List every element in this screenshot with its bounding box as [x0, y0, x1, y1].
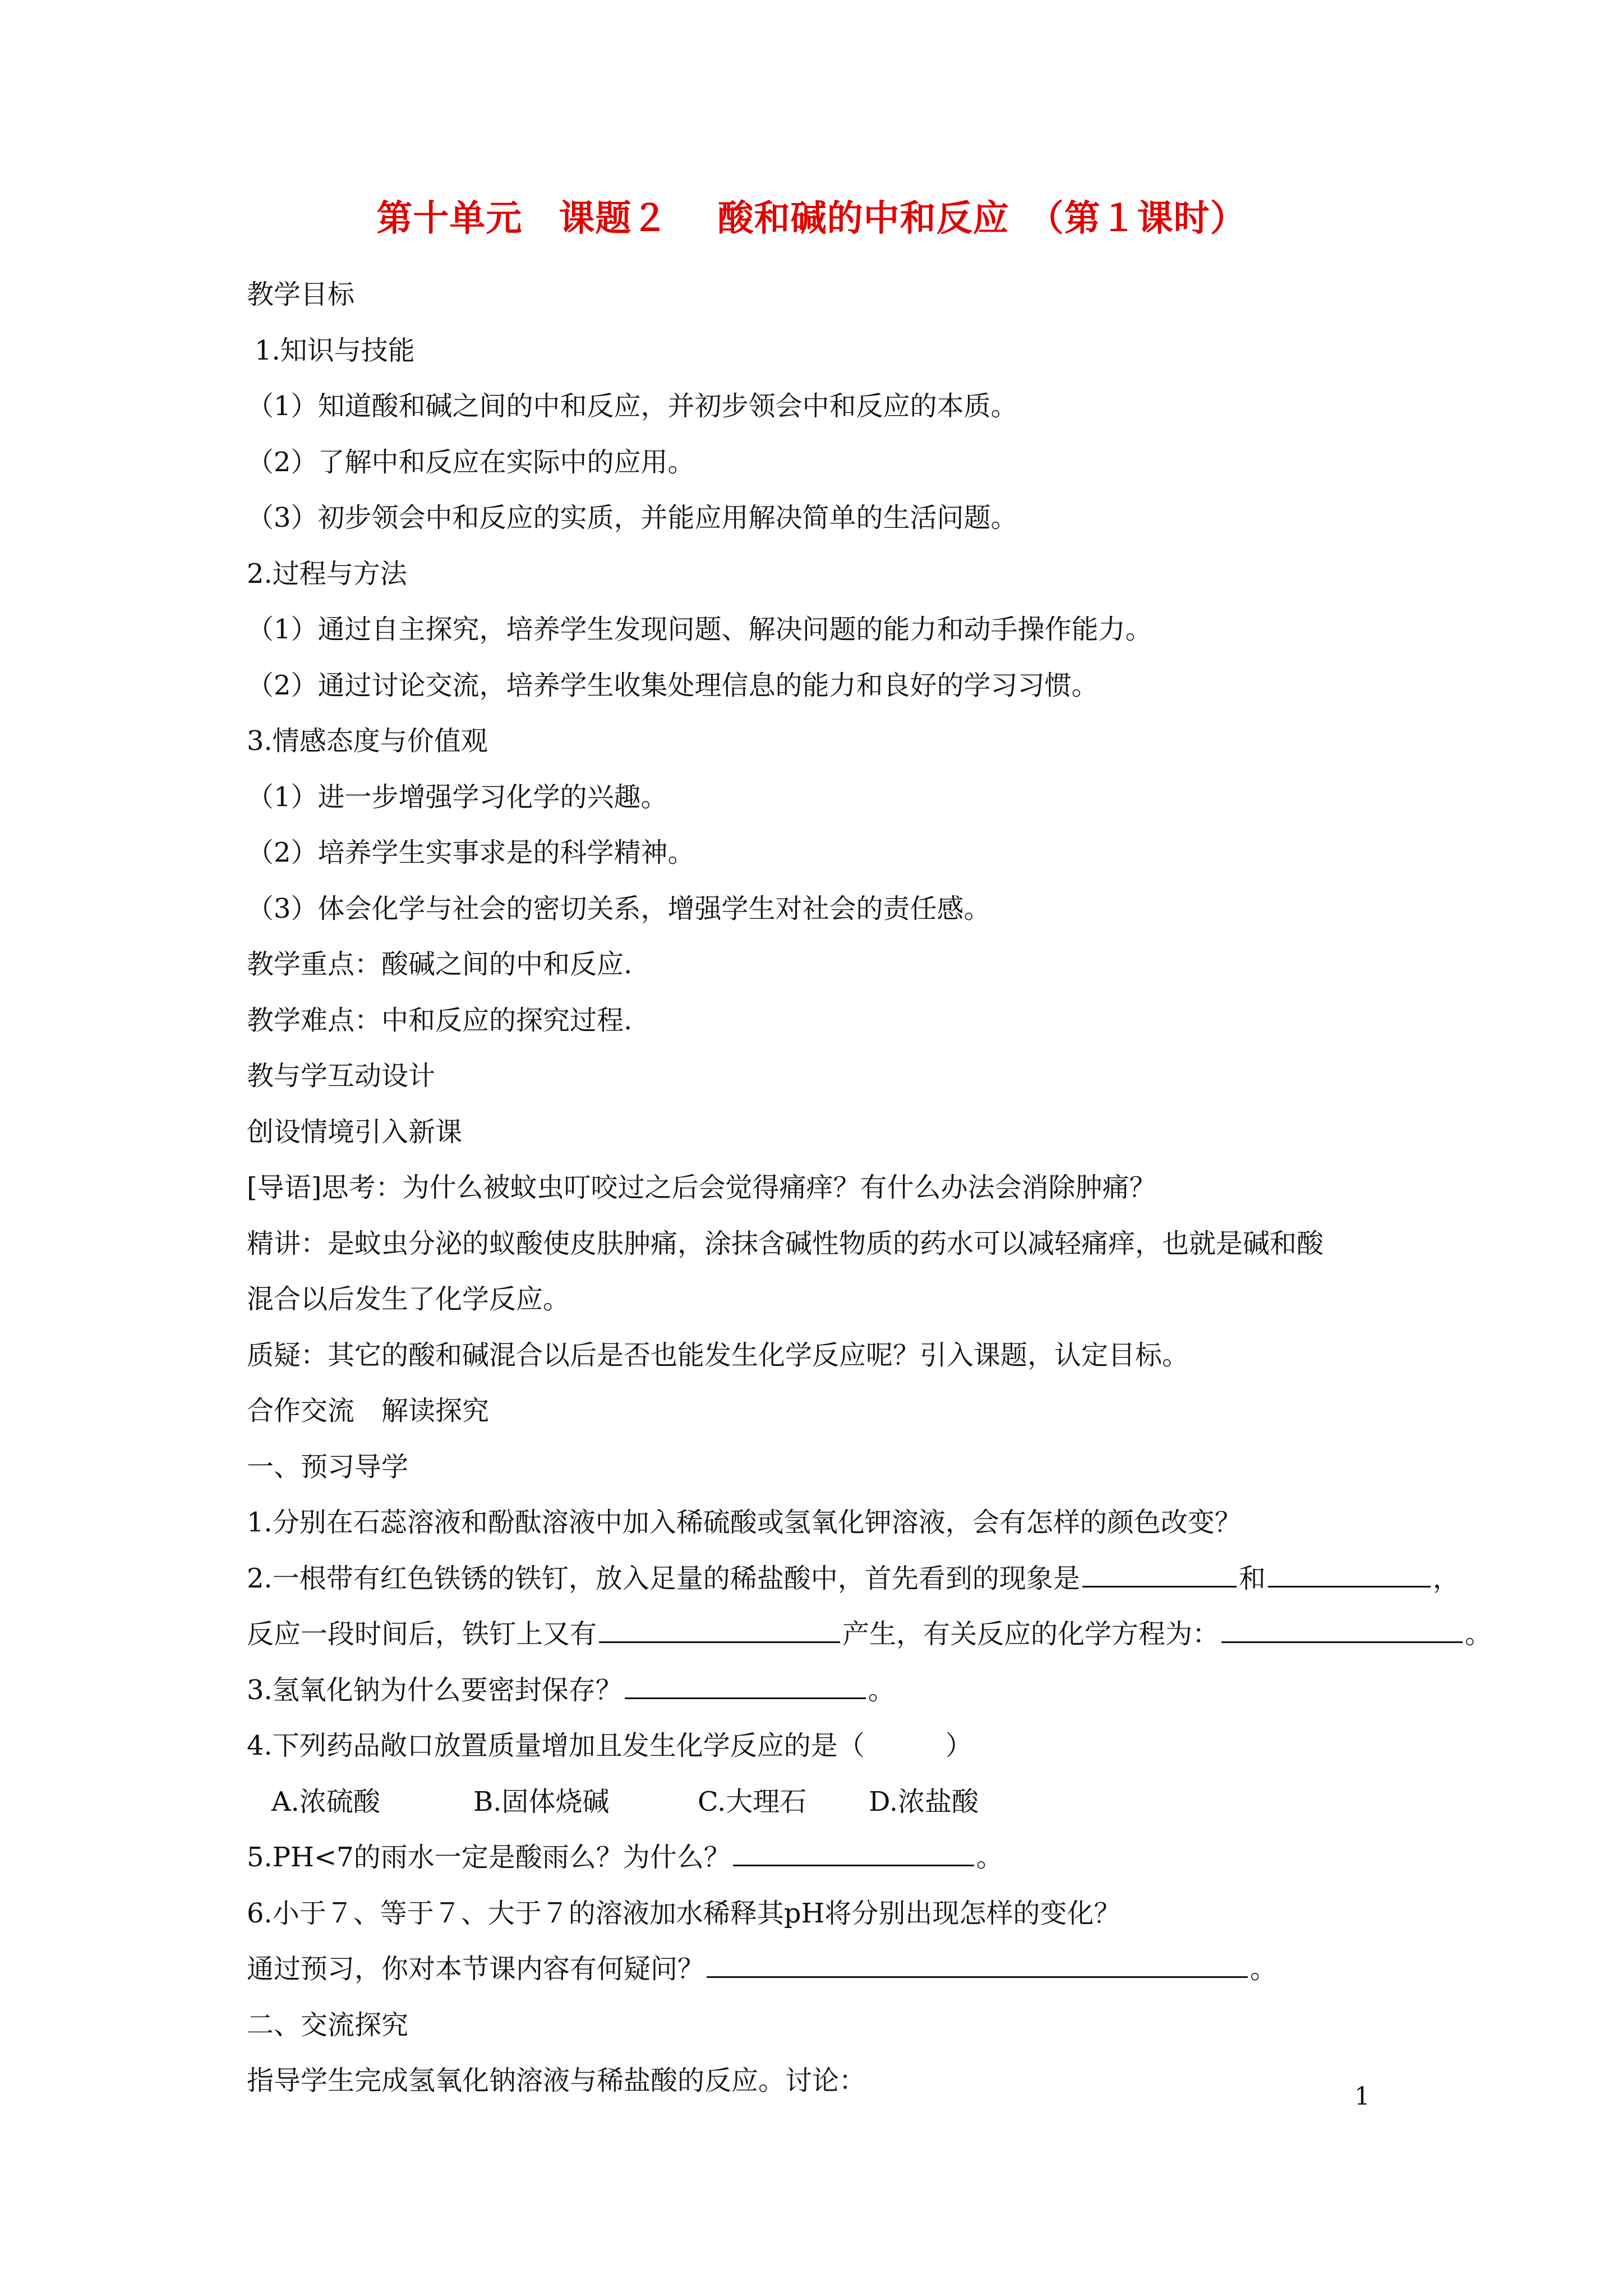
text-line: （2）通过讨论交流，培养学生收集处理信息的能力和良好的学习习惯。: [247, 669, 1099, 701]
text-line: 指导学生完成氢氧化钠溶液与稀盐酸的反应。讨论：: [247, 2065, 866, 2096]
text-line: （1）进一步增强学习化学的兴趣。: [247, 781, 668, 813]
subheading-attitude-values: 3.情感态度与价值观: [247, 725, 488, 757]
heading-preview: 一、预习导学: [247, 1451, 409, 1483]
answer-blank[interactable]: [625, 1663, 866, 1699]
question-3-period: 。: [868, 1674, 895, 1706]
question-5: [247, 1830, 1537, 1886]
text-line: （2）了解中和反应在实际中的应用。: [247, 446, 695, 478]
question-2-and: 和: [1238, 1562, 1266, 1594]
option-a: A.浓硫酸: [271, 1786, 380, 1818]
question-3-text: 3.氢氧化钠为什么要密封保存？: [247, 1674, 623, 1706]
page-number: 1: [1354, 2082, 1370, 2111]
teaching-key-point: 教学重点：酸碱之间的中和反应.: [247, 949, 633, 980]
question-6: 6.小于７、等于７、大于７的溶液加水稀释其pH将分别出现怎样的变化？: [247, 1897, 1121, 1929]
heading-cooperation: 合作交流 解读探究: [247, 1395, 490, 1427]
text-line: （2）培养学生实事求是的科学精神。: [247, 837, 695, 868]
question-5-period: 。: [976, 1842, 1003, 1873]
text-line: （1）通过自主探究，培养学生发现问题、解决问题的能力和动手操作能力。: [247, 614, 1152, 645]
question-2-text-b: 反应一段时间后，铁钉上又有: [247, 1618, 597, 1650]
heading-exchange-inquiry: 二、交流探究: [247, 2009, 409, 2041]
text-line: （3）初步领会中和反应的实质，并能应用解决简单的生活问题。: [247, 502, 1018, 533]
answer-blank[interactable]: [1221, 1607, 1463, 1643]
question-2-period: 。: [1465, 1618, 1492, 1650]
answer-blank[interactable]: [733, 1830, 974, 1866]
subheading-knowledge-skills: 1.知识与技能: [255, 334, 415, 366]
answer-blank[interactable]: [599, 1607, 840, 1643]
question-5-text: 5.PH<7的雨水一定是酸雨么？为什么？: [247, 1842, 731, 1873]
preview-question-period: 。: [1250, 1953, 1278, 1985]
text-line: 混合以后发生了化学反应。: [247, 1283, 570, 1315]
option-b: B.固体烧碱: [473, 1786, 610, 1818]
question-2: [247, 1551, 1537, 1607]
answer-blank[interactable]: [1082, 1551, 1237, 1588]
question-2-continued: [247, 1607, 1537, 1663]
question-4: 4.下列药品敞口放置质量增加且发生化学反应的是（ ）: [247, 1730, 972, 1761]
option-c: C.大理石: [698, 1786, 807, 1818]
heading-interaction-design: 教与学互动设计: [247, 1060, 436, 1092]
heading-introduction: 创设情境引入新课: [247, 1116, 463, 1148]
text-line: （1）知道酸和碱之间的中和反应，并初步领会中和反应的本质。: [247, 390, 1018, 422]
text-line: [导语]思考：为什么被蚊虫叮咬过之后会觉得痛痒？有什么办法会消除肿痛？: [247, 1172, 1156, 1203]
teaching-difficulty: 教学难点：中和反应的探究过程.: [247, 1004, 633, 1036]
question-2-text: 2.一根带有红色铁锈的铁钉，放入足量的稀盐酸中，首先看到的现象是: [247, 1562, 1080, 1594]
heading-teaching-goals: 教学目标: [247, 279, 355, 310]
text-line: 质疑：其它的酸和碱混合以后是否也能发生化学反应呢？引入课题，认定目标。: [247, 1339, 1189, 1371]
question-2-text-c: 产生，有关反应的化学方程为：: [842, 1618, 1220, 1650]
preview-question: [247, 1941, 1537, 1998]
option-d: D.浓盐酸: [869, 1786, 979, 1818]
text-line: （3）体会化学与社会的密切关系，增强学生对社会的责任感。: [247, 892, 991, 924]
question-2-comma: ，: [1432, 1562, 1460, 1594]
text-line: 精讲：是蚊虫分泌的蚁酸使皮肤肿痛，涂抹含碱性物质的药水可以减轻痛痒，也就是碱和酸: [247, 1227, 1324, 1259]
question-1: 1.分别在石蕊溶液和酚酞溶液中加入稀硫酸或氢氧化钾溶液，会有怎样的颜色改变？: [247, 1507, 1242, 1538]
question-3: [247, 1663, 1537, 1719]
answer-blank[interactable]: [1268, 1551, 1431, 1588]
subheading-process-method: 2.过程与方法: [247, 558, 407, 590]
preview-question-text: 通过预习，你对本节课内容有何疑问？: [247, 1953, 705, 1985]
page-title: 第十单元 课题２ 酸和碱的中和反应 （第１课时）: [376, 198, 1247, 240]
document-body: [247, 267, 1537, 2109]
answer-blank[interactable]: [707, 1941, 1248, 1978]
question-4-options: [247, 1774, 1537, 1830]
